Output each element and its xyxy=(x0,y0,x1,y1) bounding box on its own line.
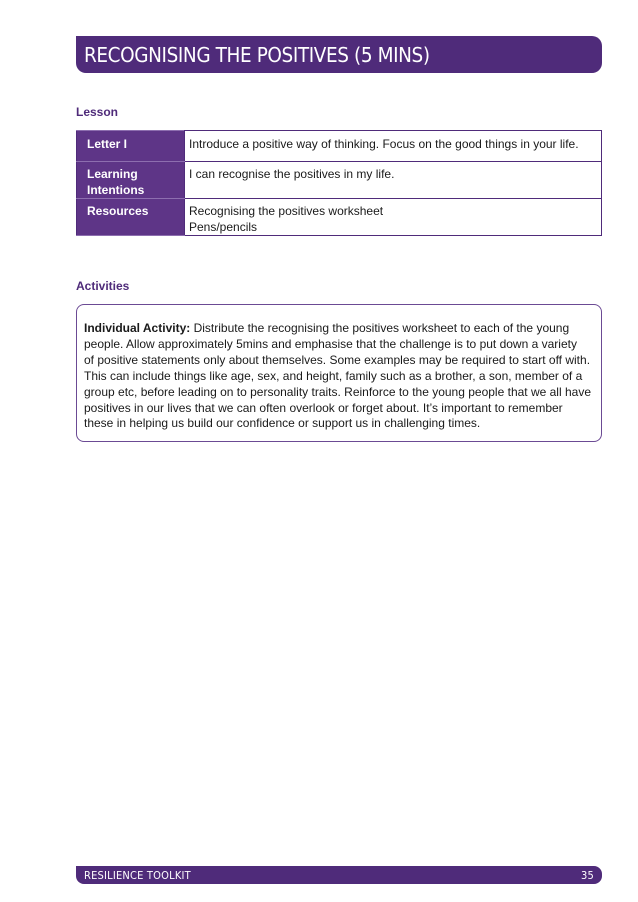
activity-text: these in helping us build our confidence or support us in challenging times. xyxy=(84,416,481,431)
activity-text: of positive statements only about themselves. Some examples may be required to start off with. xyxy=(84,352,591,367)
page-number: 35 xyxy=(581,868,594,882)
row-value: I can recognise the positives in my life. xyxy=(185,162,602,199)
activity-text: positives in our lives that we can often overlook or forget about. It’s important to remember xyxy=(84,400,563,415)
row-label: Resources xyxy=(77,199,185,236)
individual-activity-box xyxy=(76,304,602,442)
activity-text: This can include things like age, sex, and height, family such as a brother, a son, member of a xyxy=(84,368,583,383)
activities-heading: Activities xyxy=(76,279,130,293)
footer-title: RESILIENCE TOOLKIT xyxy=(84,868,191,882)
page-title-bar xyxy=(76,36,602,73)
lesson-heading: Lesson xyxy=(76,105,119,119)
footer-bar xyxy=(76,866,602,884)
page-title: RECOGNISING THE POSITIVES (5 MINS) xyxy=(84,42,430,67)
row-value: Recognising the positives worksheet Pens/pencils xyxy=(185,199,602,236)
activity-text: people. Allow approximately 5mins and emphasise that the challenge is to put down a variety xyxy=(84,336,577,351)
activity-text: group etc, before leading on to personality traits. Reinforce to the young people that we all have xyxy=(84,384,591,399)
activity-text: Distribute the recognising the positives worksheet to each of the young xyxy=(190,321,570,335)
lesson-table xyxy=(76,130,602,236)
row-value: Introduce a positive way of thinking. Focus on the good things in your life. xyxy=(185,131,602,162)
table-row xyxy=(77,199,602,236)
row-label: Learning Intentions xyxy=(77,162,185,199)
activity-lead: Individual Activity: xyxy=(84,321,191,335)
table-row xyxy=(77,131,602,162)
row-label: Letter I xyxy=(77,131,185,162)
table-row xyxy=(77,162,602,199)
